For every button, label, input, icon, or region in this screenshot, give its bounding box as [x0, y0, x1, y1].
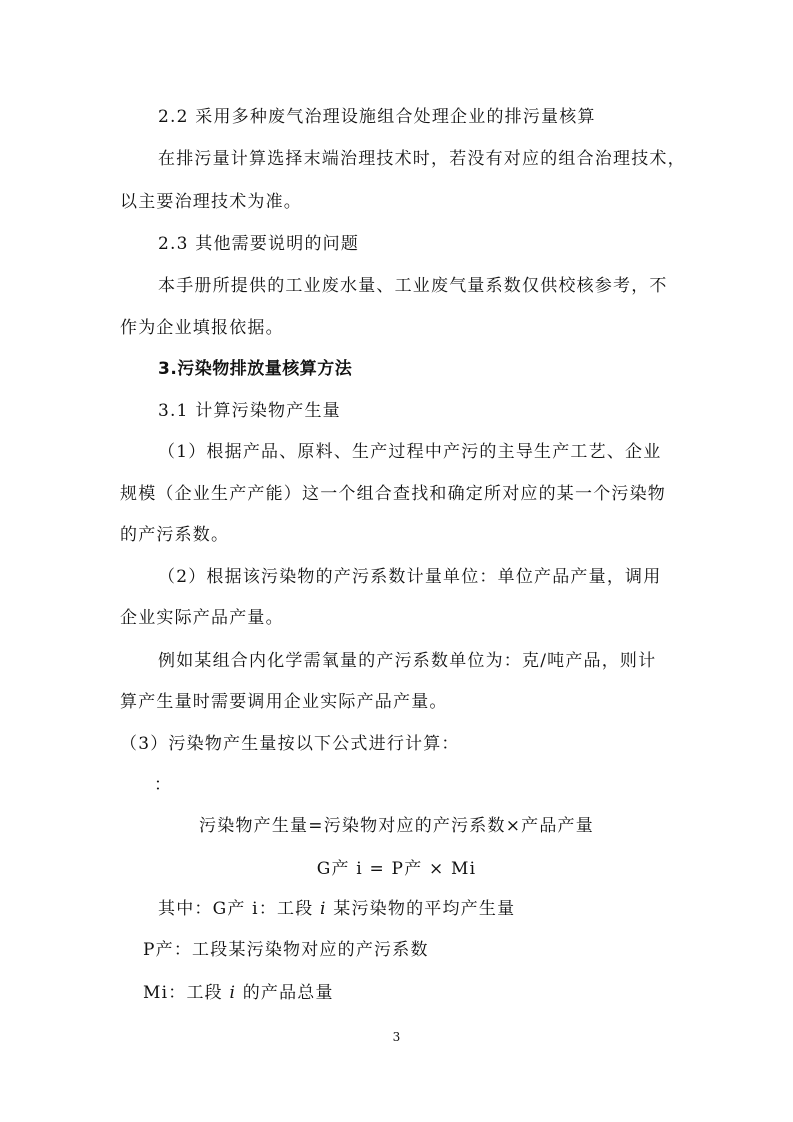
paragraph-line: 的产污系数。	[120, 525, 230, 545]
paragraph-line: （1）根据产品、原料、生产过程中产污的主导生产工艺、企业	[158, 442, 662, 462]
definition-g	[158, 898, 515, 920]
section-heading-3-1: 3.1 计算污染物产生量	[158, 401, 341, 421]
paragraph-line: 作为企业填报依据。	[120, 318, 284, 338]
definition-text: 其中：G产 i：工段	[158, 899, 321, 919]
definition-text: 某污染物的平均产生量	[326, 899, 516, 919]
paragraph-line: 例如某组合内化学需氧量的产污系数单位为：克/吨产品，则计	[158, 651, 657, 671]
paragraph-line: 以主要治理技术为准。	[120, 192, 302, 212]
definition-p: P产：工段某污染物对应的产污系数	[143, 940, 429, 960]
section-heading-2-3: 2.3 其他需要说明的问题	[158, 234, 360, 254]
paragraph-line: （2）根据该污染物的产污系数计量单位：单位产品产量，调用	[158, 567, 662, 587]
paragraph-line: 本手册所提供的工业废水量、工业废气量系数仅供校核参考，不	[158, 276, 668, 296]
section-heading-2-2: 2.2 采用多种废气治理设施组合处理企业的排污量核算	[158, 107, 596, 127]
section-heading-3: 3.污染物排放量核算方法	[158, 359, 353, 379]
formula-text: 污染物产生量=污染物对应的产污系数×产品产量	[199, 816, 594, 836]
page-number: 3	[392, 1030, 401, 1044]
paragraph-line: 在排污量计算选择末端治理技术时，若没有对应的组合治理技术，	[158, 149, 686, 169]
formula: G产 i = P产 × Mi	[316, 859, 477, 879]
colon-line: ：	[154, 775, 173, 795]
paragraph-line: （3）污染物产生量按以下公式进行计算：	[120, 734, 460, 754]
paragraph-line: 算产生量时需要调用企业实际产品产量。	[120, 692, 448, 712]
paragraph-line: 规模（企业生产产能）这一个组合查找和确定所对应的某一个污染物	[120, 484, 666, 504]
definition-text: Mi：工段	[143, 983, 230, 1003]
paragraph-line: 企业实际产品产量。	[120, 608, 284, 628]
variable-i: i	[320, 899, 327, 919]
variable-i: i	[229, 983, 237, 1003]
definition-text: 的产品总量	[236, 983, 334, 1003]
definition-m	[143, 982, 334, 1004]
